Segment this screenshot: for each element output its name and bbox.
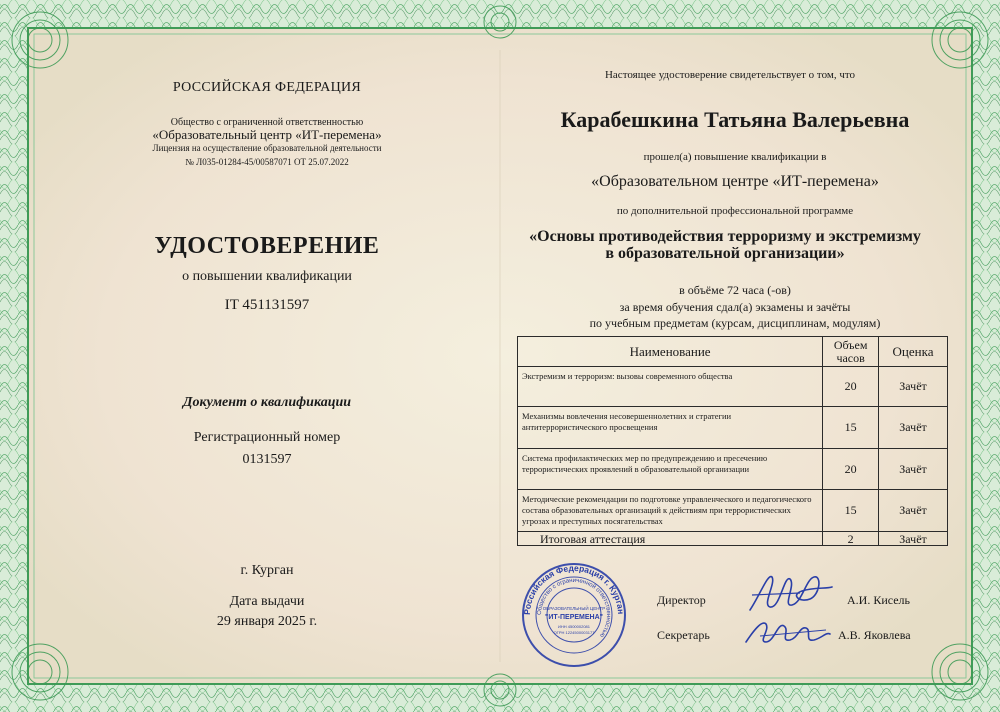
- header-hours-line1: Объем: [833, 337, 868, 352]
- organization-stamp: [521, 562, 627, 668]
- director-name: А.И. Кисель: [847, 593, 911, 607]
- secretary-name: А.В. Яковлева: [838, 628, 911, 642]
- subject-hours: 15: [823, 407, 879, 449]
- table-row: [518, 367, 948, 407]
- stamp-center-top: ОБРАЗОВАТЕЛЬНЫЙ ЦЕНТР: [542, 606, 606, 611]
- subject-name: Методические рекомендации по подготовке управленческого и педагогического состава образовательных организаций к действиям при террористических угрозах и преступных посягательствах: [518, 490, 823, 532]
- table-header-row: [518, 337, 948, 367]
- stamp-ogrn: ОГРН 1224500003177: [553, 630, 595, 635]
- organization-name: «Образовательном центре «ИТ-перемена»: [591, 173, 879, 190]
- license-line: Лицензия на осуществление образовательной деятельности: [152, 143, 382, 153]
- exams-text: за время обучения сдал(а) экзамены и зачёты: [619, 300, 851, 314]
- exams-text-2: по учебным предметам (курсам, дисциплинам, модулям): [589, 316, 881, 330]
- license-number: № Л035-01284-45/00587071 ОТ 25.07.2022: [185, 157, 349, 167]
- subject-hours: 20: [823, 449, 879, 490]
- secretary-label: Секретарь: [657, 628, 710, 642]
- subject-hours: 20: [823, 367, 879, 407]
- subject-grade: Зачёт: [879, 367, 948, 407]
- final-hours: 2: [823, 532, 879, 546]
- org-name: «Образовательный центр «ИТ-перемена»: [152, 127, 382, 142]
- country-heading: РОССИЙСКАЯ ФЕДЕРАЦИЯ: [172, 80, 362, 95]
- registration-number: 0131597: [242, 452, 292, 467]
- issue-date: 29 января 2025 г.: [216, 614, 318, 629]
- intro-text: Настоящее удостоверение свидетельствует о том, что: [604, 69, 856, 81]
- header-grade: Оценка: [879, 337, 948, 367]
- stamp-inn: ИНН 4500002081: [557, 624, 591, 629]
- final-name: Итоговая аттестация: [518, 532, 823, 546]
- program-intro: по дополнительной профессиональной программе: [616, 205, 854, 217]
- document-number: IT 451131597: [224, 297, 310, 313]
- stamp-inner-text: Общество с ограниченной ответственностью: [536, 577, 612, 639]
- registration-label: Регистрационный номер: [193, 430, 341, 445]
- table-row: [518, 490, 948, 532]
- city: г. Курган: [240, 563, 294, 578]
- stamp-center-main: "ИТ-ПЕРЕМЕНА": [545, 614, 603, 621]
- document-title: УДОСТОВЕРЕНИЕ: [154, 233, 380, 259]
- program-title-line2: в образовательной организации»: [605, 245, 845, 262]
- qualification-document: Документ о квалификации: [182, 395, 352, 410]
- final-grade: Зачёт: [879, 532, 948, 546]
- document-subtitle: о повышении квалификации: [182, 269, 352, 284]
- program-title-line1: «Основы противодействия терроризму и экстремизму: [529, 228, 921, 245]
- subject-grade: Зачёт: [879, 490, 948, 532]
- person-name: Карабешкина Татьяна Валерьевна: [560, 107, 910, 132]
- subject-name: Система профилактических мер по предупреждению и пресечению террористических проявлений в образовательной организации: [518, 449, 823, 490]
- passed-text: прошел(а) повышение квалификации в: [643, 151, 827, 163]
- director-label: Директор: [657, 593, 706, 607]
- table-row: [518, 449, 948, 490]
- subject-grade: Зачёт: [879, 407, 948, 449]
- subject-hours: 15: [823, 490, 879, 532]
- secretary-signature-icon: [740, 612, 835, 652]
- stamp-outer-text: Российская Федерация г. Курган: [521, 562, 627, 616]
- header-name: Наименование: [518, 337, 823, 367]
- subject-grade: Зачёт: [879, 449, 948, 490]
- subject-name: Экстремизм и терроризм: вызовы современного общества: [518, 367, 823, 407]
- header-hours-line2: часов: [836, 350, 865, 365]
- subjects-table: [517, 336, 948, 546]
- org-type: Общество с ограниченной ответственностью: [170, 117, 364, 128]
- final-row: [518, 532, 948, 546]
- volume-text: в объёме 72 часа (-ов): [679, 283, 791, 297]
- subject-name: Механизмы вовлечения несовершеннолетних и стратегии антитеррористического просвещения: [518, 407, 823, 449]
- issue-date-label: Дата выдачи: [229, 594, 305, 609]
- table-row: [518, 407, 948, 449]
- header-hours: [823, 337, 879, 367]
